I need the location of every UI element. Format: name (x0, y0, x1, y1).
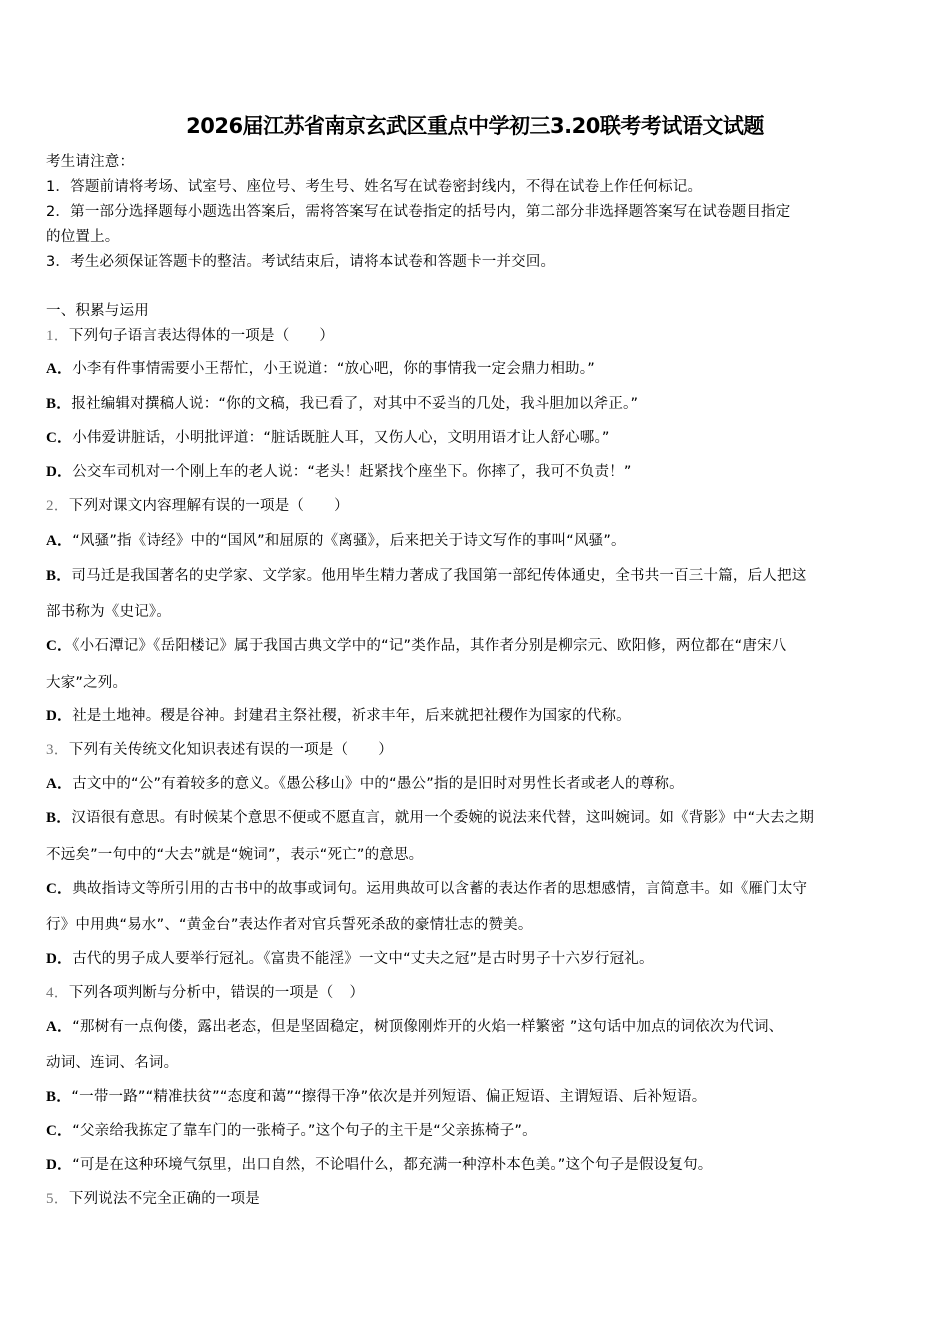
question-number: 5． (46, 1191, 69, 1207)
option-a (46, 1017, 783, 1037)
option-d (46, 949, 654, 969)
question-number: 1． (46, 328, 69, 344)
option-letter: C． (46, 430, 73, 446)
question-text: 下列句子语言表达得体的一项是（ (68, 328, 290, 344)
option-text: 公交车司机对一个刚上车的老人说：“老头！赶紧找个座坐下。你摔了，我可不负责！” (72, 464, 632, 480)
option-letter: C． (46, 638, 73, 654)
question-stem (46, 1189, 260, 1209)
option-text: 司马迁是我国著名的史学家、文学家。他用毕生精力著成了我国第一部纪传体通史，全书共一百三十篇，后人把这 (71, 568, 807, 584)
option-letter: D． (46, 951, 73, 967)
option-b (46, 808, 814, 828)
option-text: “可是在这种环境气氛里，出口自然，不论唱什么，都充满一种淳朴本色美。”这个句子是假设复句。 (72, 1157, 713, 1173)
option-letter: A． (46, 1019, 73, 1035)
option-b-cont: 不远矣”一句中的“大去”就是“婉词”，表示“死亡”的意思。 (46, 847, 424, 863)
option-text: “一带一路”“精准扶贫”“态度和蔼”“擦得干净”依次是并列短语、偏正短语、主谓短语、后补短语。 (71, 1089, 707, 1105)
question-stem: 2．下列对课文内容理解有误的一项是（ ） (46, 498, 349, 514)
option-b (46, 394, 638, 414)
notice-item-1: 1．答题前请将考场、试室号、座位号、考生号、姓名写在试卷密封线内，不得在试卷上作任何标记。 (46, 179, 703, 195)
option-letter: C． (46, 1123, 73, 1139)
option-c-cont: 行》中用典“易水”、“黄金台”表达作者对官兵誓死杀敌的豪情壮志的赞美。 (46, 917, 533, 933)
option-b (46, 1087, 706, 1107)
option-d (46, 1155, 713, 1175)
option-c (46, 428, 610, 448)
option-letter: D． (46, 708, 73, 724)
question-number: 2． (46, 498, 69, 514)
option-text: 报社编辑对撰稿人说：“你的文稿，我已看了，对其中不妥当的几处，我斗胆加以斧正。” (71, 396, 639, 412)
option-letter: A． (46, 776, 73, 792)
option-c-cont: 大家”之列。 (46, 675, 128, 691)
option-letter: B． (46, 810, 72, 826)
option-letter: B． (46, 568, 72, 584)
notice-item-2-cont: 的位置上。 (46, 229, 120, 245)
option-text: “那树有一点佝偻，露出老态，但是坚固稳定，树顶像刚炸开的火焰一样繁密 ”这句话中加点的词依次为代词、 (72, 1019, 784, 1035)
option-text: 《小石潭记》《岳阳楼记》属于我国古典文学中的“记”类作品，其作者分别是柳宗元、欧阳修，两位都在“唐宋八 (72, 638, 787, 654)
section-heading: 一、积累与运用 (46, 303, 149, 319)
question-number: 4． (46, 985, 69, 1001)
option-text: 社是土地神。稷是谷神。封建君主祭社稷，祈求丰年，后来就把社稷作为国家的代称。 (72, 708, 631, 724)
option-letter: A． (46, 533, 73, 549)
option-c (46, 1121, 537, 1141)
option-letter: D． (46, 1157, 73, 1173)
option-letter: B． (46, 396, 72, 412)
question-stem: 3．下列有关传统文化知识表述有误的一项是（ ） (46, 742, 393, 758)
option-d (46, 462, 632, 482)
option-text: 汉语很有意思。有时候某个意思不便或不愿直言，就用一个委婉的说法来代替，这叫婉词。如《背影》中“大去之期 (71, 810, 815, 826)
option-text: 古代的男子成人要举行冠礼。《富贵不能淫》一文中“丈夫之冠”是古时男子十六岁行冠礼。 (72, 951, 654, 967)
question-stem: 4．下列各项判断与分析中，错误的一项是（ ） (46, 985, 365, 1001)
option-a (46, 531, 626, 551)
question-text: 下列说法不完全正确的一项是 (68, 1191, 261, 1207)
question-text: 下列对课文内容理解有误的一项是（ (68, 498, 305, 514)
notice-heading: 考生请注意： (46, 154, 135, 170)
option-text: “父亲给我拣定了靠车门的一张椅子。”这个句子的主干是“父亲拣椅子”。 (72, 1123, 537, 1139)
option-c (46, 879, 807, 899)
option-letter: C． (46, 881, 73, 897)
question-text: 下列有关传统文化知识表述有误的一项是（ (68, 742, 349, 758)
option-text: 小李有件事情需要小王帮忙，小王说道：“放心吧，你的事情我一定会鼎力相助。” (72, 361, 595, 377)
option-letter: A． (46, 361, 73, 377)
option-a (46, 359, 595, 379)
option-letter: D． (46, 464, 73, 480)
notice-item-3: 3．考生必须保证答题卡的整洁。考试结束后，请将本试卷和答题卡一并交回。 (46, 254, 556, 270)
option-text: 小伟爱讲脏话，小明批评道：“脏话既脏人耳，又伤人心，文明用语才让人舒心哪。” (72, 430, 610, 446)
option-text: “风骚”指《诗经》中的“国风”和屈原的《离骚》，后来把关于诗文写作的事叫“风骚”。 (72, 533, 626, 549)
question-number: 3． (46, 742, 69, 758)
option-a-cont: 动词、连词、名词。 (46, 1055, 179, 1071)
option-c (46, 636, 786, 656)
question-stem: 1．下列句子语言表达得体的一项是（ ） (46, 328, 335, 344)
document-title: 2026届江苏省南京玄武区重点中学初三3.20联考考试语文试题 (186, 114, 764, 138)
option-b-cont: 部书称为《史记》。 (46, 604, 172, 620)
option-a (46, 774, 684, 794)
question-text: 下列各项判断与分析中，错误的一项是（ (68, 985, 334, 1001)
option-d (46, 706, 631, 726)
notice-item-2: 2．第一部分选择题每小题选出答案后，需将答案写在试卷指定的括号内，第二部分非选择题答案写在试卷题目指定 (46, 204, 791, 220)
option-letter: B． (46, 1089, 72, 1105)
option-text: 典故指诗文等所引用的古书中的故事或词句。运用典故可以含蓄的表达作者的思想感情，言简意丰。如《雁门太守 (72, 881, 808, 897)
option-b (46, 566, 806, 586)
option-text: 古文中的“公”有着较多的意义。《愚公移山》中的“愚公”指的是旧时对男性长者或老人的尊称。 (72, 776, 684, 792)
